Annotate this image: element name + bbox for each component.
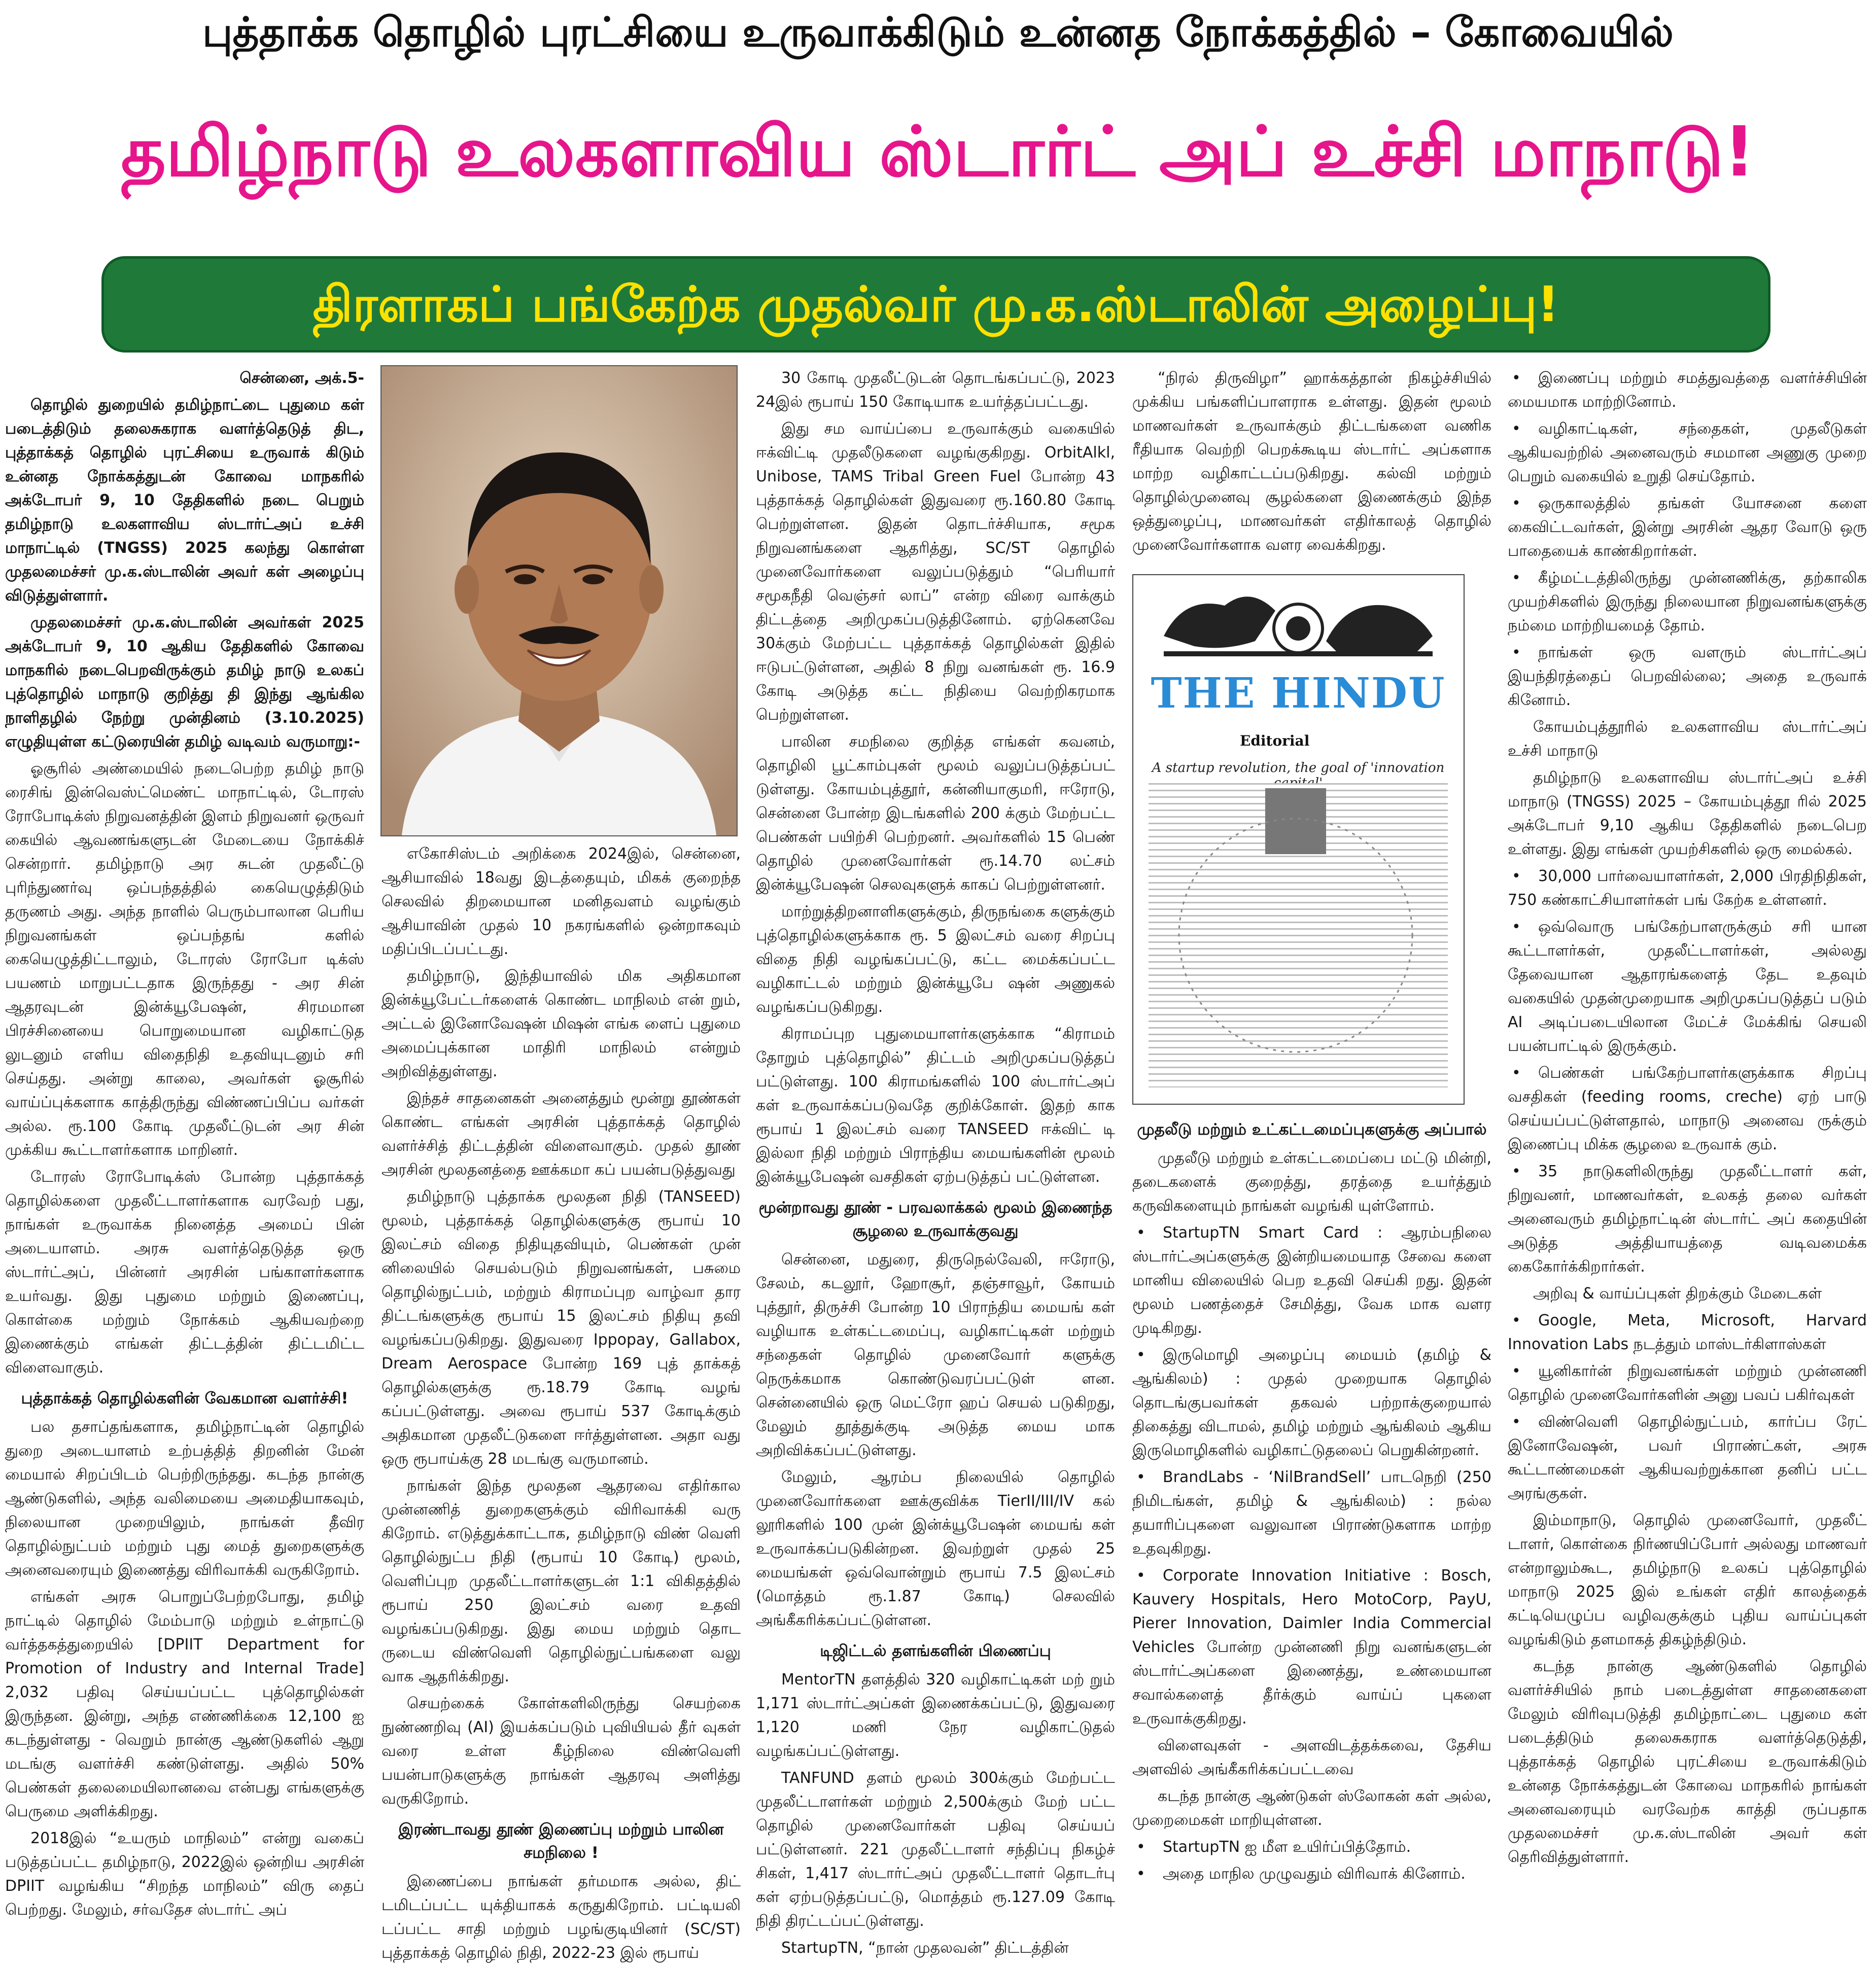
column-5 <box>1508 366 1867 1964</box>
paragraph: தமிழ்நாடு உலகளாவிய ஸ்டார்ட்அப் உச்சி மாநாடு (TNGSS) 2025 – கோயம்புத்தூ ரில் 2025 அக்டோபர் 9,10 ஆகிய தேதிகளில் நடைபெற உள்ளது. இது எங்கள் முயற்சிகளில் ஒரு மைல்கல். <box>1508 769 1867 858</box>
list-item: • BrandLabs - ‘NilBrandSell’ பாடநெறி (250 நிமிடங்கள், தமிழ் & ஆங்கிலம்) : நல்ல தயாரிப்புகளை வலுவான பிராண்டுகளாக மாற்ற உதவுகிறது. <box>1132 1465 1491 1561</box>
list-item: • Corporate Innovation Initiative : Bosch, Kauvery Hospitals, Hero MotoCorp, PayU, Pierer Innovation, Daimler India Commercial Vehicles போன்ற முன்னணி நிறு வனங்களுடன் ஸ்டார்ட்அப்களை இணைத்து, உண்மையான சவால்களைத் தீர்க்கும் வாய்ப் புகளை உருவாக்குகிறது. <box>1132 1564 1491 1731</box>
paragraph: StartupTN, “நான் முதலவன்” திட்டத்தின் <box>781 1939 1069 1957</box>
bullet-list <box>1508 366 1867 712</box>
paragraph: மாற்றுத்திறனாளிகளுக்கும், திருநங்கை களுக்கும் புத்தொழில்களுக்காக ரூ. 5 இலட்சம் வரை சிறப்பு விதை நிதி வழங்கப்பட்டு, கட்ட மைக்கப்பட்ட வழிகாட்டல் மற்றும் இன்க்யூபே ஷன் அணுகல் வழங்கப்படுகிறது. <box>756 903 1115 1016</box>
section-heading: புத்தாக்கத் தொழில்களின் வேகமான வளர்ச்சி! <box>21 1389 349 1408</box>
paragraph: ஓசூரில் அண்மையில் நடைபெற்ற தமிழ் நாடு ரைசிங் இன்வெஸ்ட்மெண்ட் மாநாட்டில், டோரஸ் ரோபோடிக்ஸ் நிறுவனத்தின் இளம் நிறுவனர் ஒருவர் கையில் ஆவணங்களுடன் மேடையை நோக்கிச் சென்றார். தமிழ்நாடு அர சுடன் முதலீட்டு புரிந்துணர்வு ஒப்பந்தத்தில் கையெழுத்திடும் தருணம் அது. அந்த நாளில் பெரும்பாலான பெரிய நிறுவனங்கள் ஒப்பந்தங் களில் கையெழுத்திட்டாலும், டோரஸ் ரோபோ டிக்ஸ் பயணம் மாறுபட்டதாக இருந்தது - அர சின் ஆதரவுடன் இன்க்யூபேஷன், சிரமமான பிரச்சினையை பொறுமையான வழிகாட்டுத லுடனும் எளிய விதைநிதி உதவியுடனும் சரி செய்தது. அன்று காலை, அவர்கள் ஓசூரில் வாய்ப்புக்களாக காத்திருந்து விண்ணப்பிப்ப வர்கள் அல்ல. ரூ.100 கோடி முதலீட்டுடன் அர சின் முக்கிய கூட்டாளர்களாக மாறினர். <box>5 760 364 1159</box>
paragraph: இணைப்பை நாங்கள் தர்மமாக அல்ல, திட் டமிடப்பட்ட யுக்தியாகக் கருதுகிறோம். பட்டியலி டப்பட்ட சாதி மற்றும் பழங்குடியினர் (SC/ST) புத்தாக்கத் தொழில் நிதி, 2022-23 இல் ரூபாய் <box>381 1873 741 1962</box>
column-3 <box>756 366 1115 1964</box>
paragraph: இந்தச் சாதனைகள் அனைத்தும் மூன்று தூண்கள் கொண்ட எங்கள் அரசின் புத்தாக்கத் தொழில் வளர்ச்சித் திட்டத்தின் விளைவாகும். முதல் தூண் அரசின் மூலதனத்தை ஊக்கமா கப் பயன்படுத்துவது <box>381 1089 741 1179</box>
list-item: • StartupTN ஐ மீள உயிர்ப்பித்தோம். <box>1132 1835 1491 1859</box>
paragraph: கடந்த நான்கு ஆண்டுகள் ஸ்லோகன் கள் அல்ல, முறைமைகள் மாறியுள்ளன. <box>1132 1787 1491 1829</box>
paragraph: கோயம்புத்தூரில் உலகளாவிய ஸ்டார்ட்அப் உச்சி மாநாடு <box>1508 718 1867 760</box>
paragraph: 30 கோடி முதலீட்டுடன் தொடங்கப்பட்டு, 2023 24இல் ரூபாய் 150 கோடியாக உயர்த்தப்பட்டது. <box>756 369 1115 411</box>
column-4-top <box>1132 366 1491 569</box>
hindu-author-photo <box>1149 783 1448 1087</box>
intro-paragraph: முதலமைச்சர் மு.க.ஸ்டாலின் அவர்கள் 2025 அக்டோபர் 9, 10 ஆகிய தேதிகளில் கோவை மாநகரில் நடைபெறவிருக்கும் தமிழ் நாடு உலகப் புத்தொழில் மாநாடு குறித்து தி இந்து ஆங்கில நாளிதழில் நேற்று முன்தினம் (3.10.2025) எழுதியுள்ள கட்டுரையின் தமிழ் வடிவம் வருமாறு:- <box>5 614 364 751</box>
list-item: • ஒவ்வொரு பங்கேற்பாளருக்கும் சரி யான கூட்டாளர்கள், முதலீட்டாளர்கள், அல்லது தேவையான ஆதாரங்களைத் தேட உதவும் வகையில் முதன்முறையாக அறிமுகப்படுத்தப் படும் AI அடிப்படையிலான மேட்ச் மேக்கிங் செயலி பயன்பாட்டில் இருக்கும். <box>1508 915 1867 1058</box>
paragraph: டோரஸ் ரோபோடிக்ஸ் போன்ற புத்தாக்கத் தொழில்களை முதலீட்டாளர்களாக வரவேற் பது, நாங்கள் உருவாக்க நினைத்த அமைப் பின் அடையாளம். அரசு வளர்த்தெடுத்த ஒரு ஸ்டார்ட்அப், பின்னர் அரசின் பங்காளர்களாக உயர்வது. இது புதுமை மற்றும் இணைப்பு, கொள்கை மற்றும் நோக்கம் ஆகியவற்றை இணைக்கும் எங்கள் திட்டத்தின் திட்டமிட்ட விளைவாகும். <box>5 1168 364 1377</box>
paragraph: தமிழ்நாடு புத்தாக்க மூலதன நிதி (TANSEED) மூலம், புத்தாக்கத் தொழில்களுக்கு ரூபாய் 10 இலட்சம் விதை நிதியுதவியும், பெண்கள் முன் னிலையில் செயல்படும் நிறுவனங்கள், பசுமை தொழில்நுட்பம், மற்றும் கிராமப்புற வாழ்வா தார திட்டங்களுக்கு ரூபாய் 15 இலட்சம் நிதியு தவி வழங்கப்படுகிறது. இதுவரை Ippopay, Gallabox, Dream Aerospace போன்ற 169 புத் தாக்கத் தொழில்களுக்கு ரூ.18.79 கோடி வழங் கப்பட்டுள்ளது. அவை ரூபாய் 537 கோடிக்கும் அதிகமான முதலீட்டுகளை ஈர்த்துள்ளன. அதா வது ஒரு ரூபாய்க்கு 28 மடங்கு வருமானம். <box>381 1188 741 1468</box>
column-4-bottom <box>1132 1111 1491 1964</box>
portrait-illustration <box>381 366 737 835</box>
column-1 <box>5 366 364 1964</box>
section-heading: முதலீடு மற்றும் உட்கட்டமைப்புகளுக்கு அப்பால் <box>1137 1120 1487 1139</box>
paragraph: இது சம வாய்ப்பை உருவாக்கும் வகையில் ஈக்விட்டி முதலீடுகளை வழங்குகிறது. OrbitAlkl, Unibose, TAMS Tribal Green Fuel போன்ற 43 புத்தாக்கத் தொழில்கள் இதுவரை ரூ.160.80 கோடி பெற்றுள்ளன. இதன் தொடர்ச்சியாக, சமூக நிறுவனங்களை ஆதரித்து, SC/ST தொழில் முனைவோர்களை வலுப்படுத்தும் “பெரியார் சமூகநீதி வெஞ்சர் லாப்” என்ற விரை வாக்கும் திட்டத்தை அறிமுகப்படுத்தினோம். ஏற்கெனவே 30க்கும் மேற்பட்ட புத்தாக்கத் தொழில்கள் இதில் ஈடுபட்டுள்ளன, அதில் 8 நிறு வனங்கள் ரூ. 16.9 கோடி அடுத்த கட்ட நிதியை வெற்றிகரமாக பெற்றுள்ளன. <box>756 420 1115 724</box>
subheadline-banner: திரளாகப் பங்கேற்க முதல்வர் மு.க.ஸ்டாலின் அழைப்பு! <box>101 256 1770 353</box>
paragraph: முதலீடு மற்றும் உள்கட்டமைப்பை மட்டு மின்றி, தடைகளைக் குறைத்து, தரத்தை உயர்த்தும் கருவிகளையும் நாங்கள் வழங்கி யுள்ளோம். <box>1132 1149 1491 1215</box>
list-item: • நாங்கள் ஒரு வளரும் ஸ்டார்ட்அப் இயந்திரத்தைப் பெறவில்லை; அதை உருவாக் கினோம். <box>1508 641 1867 712</box>
paragraph: எங்கள் அரசு பொறுப்பேற்றபோது, தமிழ் நாட்டில் தொழில் மேம்பாடு மற்றும் உள்நாட்டு வர்த்தகத்துறையில் [DPIIT Department for Promotion of Industry and Internal Trade] 2,032 பதிவு செய்யப்பட்ட புத்தொழில்கள் இருந்தன. இன்று, அந்த எண்ணிக்கை 12,100 ஐ கடந்துள்ளது - வெறும் நான்கு ஆண்டுகளில் ஆறு மடங்கு வளர்ச்சி கண்டுள்ளது. அதில் 50% பெண்கள் தலைமையிலானவை என்பது எங்களுக்கு பெருமை அளிக்கிறது. <box>5 1588 364 1820</box>
main-headline: தமிழ்நாடு உலகளாவிய ஸ்டார்ட் அப் உச்சி மாநாடு! <box>121 112 1755 192</box>
list-item: • 30,000 பார்வையாளர்கள், 2,000 பிரதிநிதிகள், 750 கண்காட்சியாளர்கள் பங் கேற்க உள்ளனர். <box>1508 864 1867 912</box>
lead-paragraph: தொழில் துறையில் தமிழ்நாட்டை புதுமை கள் படைத்திடும் தலைசுகராக வளர்த்தெடுத் திட, புத்தாக்கத் தொழில் புரட்சியை உருவாக் கிடும் உன்னத நோக்கத்துடன் கோவை மாநகரில் அக்டோபர் 9, 10 தேதிகளில் நடை பெறும் தமிழ்நாடு உலகளாவிய ஸ்டார்ட்அப் உச்சி மாநாட்டில் (TNGSS) 2025 கலந்து கொள்ள முதலமைச்சர் மு.க.ஸ்டாலின் அவர் கள் அழைப்பு விடுத்துள்ளார். <box>5 396 364 605</box>
list-item: • ஒருகாலத்தில் தங்கள் யோசனை களை கைவிட்டவர்கள், இன்று அரசின் ஆதர வோடு ஒரு பாதையைக் காண்கிறார்கள். <box>1508 491 1867 563</box>
list-item: • யூனிகார்ன் நிறுவனங்கள் மற்றும் முன்னணி தொழில் முனைவோர்களின் அனு பவப் பகிர்வுகள் <box>1508 1359 1867 1407</box>
paragraph: “நிரல் திருவிழா” ஹாக்கத்தான் நிகழ்ச்சியில் முக்கிய பங்களிப்பாளராக உள்ளது. இதன் மூலம் மாணவர்கள் உருவாக்கும் திட்டங்களை வணிக ரீதியாக வெற்றி பெறக்கூடிய ஸ்டார்ட் அப்களாக மாற்ற வழிகாட்டப்படுகிறது. கல்வி மற்றும் தொழில்முனைவு சூழல்களை இணைக்கும் இந்த ஒத்துழைப்பு, மாணவர்கள் எதிர்காலத் தொழில் முனைவோர்களாக வளர வைக்கிறது. <box>1132 369 1491 554</box>
list-item: • வழிகாட்டிகள், சந்தைகள், முதலீடுகள் ஆகியவற்றில் அனைவரும் சமமான அணுகு முறை பெறும் வகையில் உறுதி செய்தோம். <box>1508 417 1867 488</box>
paragraph: செயற்கைக் கோள்களிலிருந்து செயற்கை நுண்ணறிவு (AI) இயக்கப்படும் புவியியல் தீர் வுகள் வரை உள்ள கீழ்நிலை விண்வெளி பயன்பாடுகளுக்கு நாங்கள் ஆதரவு அளித்து வருகிறோம். <box>381 1695 741 1808</box>
hindu-section-label: Editorial <box>1240 732 1310 749</box>
paragraph: மேலும், ஆரம்ப நிலையில் தொழில் முனைவோர்களை ஊக்குவிக்க TierII/III/IV கல் லூரிகளில் 100 முன் இன்க்யூபேஷன் மையங் கள் உருவாக்கப்படுகின்றன. இவற்றுள் முதல் 25 மையங்கள் ஒவ்வொன்றும் ரூபாய் 7.5 இலட்சம் (மொத்தம் ரூ.1.87 கோடி) செலவில் அங்கீகரிக்கப்பட்டுள்ளன. <box>756 1468 1115 1629</box>
paragraph: பாலின சமநிலை குறித்த எங்கள் கவனம், தொழிலி பூட்காம்புகள் மூலம் வலுப்படுத்தப்பட் டுள்ளது. கோயம்புத்தூர், கன்னியாகுமரி, ஈரோடு, சென்னை போன்ற இடங்களில் 200 க்கும் மேற்பட்ட பெண்கள் பயிற்சி பெற்றனர். அவர்களில் 15 பெண் தொழில் முனைவோர்கள் ரூ.14.70 லட்சம் இன்க்யூபேஷன் செலவுகளுக் காகப் பெற்றுள்ளனர். <box>756 733 1115 894</box>
chief-minister-photo <box>380 365 738 836</box>
paragraph: MentorTN தளத்தில் 320 வழிகாட்டிகள் மற் றும் 1,171 ஸ்டார்ட்அப்கள் இணைக்கப்பட்டு, இதுவரை 1,120 மணி நேர வழிகாட்டுதல் வழங்கப்பட்டுள்ளது. <box>756 1671 1115 1760</box>
paragraph: எகோசிஸ்டம் அறிக்கை 2024இல், சென்னை, ஆசியாவில் 18வது இடத்தையும், மிகக் குறைந்த செலவில் திறமையான மனிதவளம் வழங்கும் ஆசியாவின் முதல் 10 நகரங்களில் ஒன்றாகவும் மதிப்பிடப்பட்டது. <box>381 845 741 958</box>
kicker-headline: புத்தாக்க தொழில் புரட்சியை உருவாக்கிடும் உன்னத நோக்கத்தில் – கோவையில் <box>202 9 1674 56</box>
hindu-article-body <box>1149 783 1448 1087</box>
section-heading: இரண்டாவது தூண் இணைப்பு மற்றும் பாலின சமநிலை ! <box>398 1820 724 1862</box>
list-item: • விண்வெளி தொழில்நுட்பம், கார்ப்ப ரேட் இனோவேஷன், பவர் பிராண்ட்கள், அரசு கூட்டாண்மைகள் ஆகியவற்றுக்கான தனிப் பட்ட அரங்குகள். <box>1508 1410 1867 1505</box>
paragraph: சென்னை, மதுரை, திருநெல்வேலி, ஈரோடு, சேலம், கடலூர், ஹோசூர், தஞ்சாவூர், கோயம் புத்தூர், திருச்சி போன்ற 10 பிராந்திய மையங் கள் வழியாக உள்கட்டமைப்பு, வழிகாட்டிகள் மற்றும் சந்தைகள் தொழில் முனைவோர் களுக்கு நெருக்கமாக கொண்டுவரப்பட்டுள் ளன. சென்னையில் ஒரு மெட்ரோ ஹப் செயல் படுகிறது, மேலும் தூத்துக்குடி அடுத்த மைய மாக அறிவிக்கப்பட்டுள்ளது. <box>756 1251 1115 1459</box>
paragraph: அறிவு & வாய்ப்புகள் திறக்கும் மேடைகள் <box>1533 1285 1822 1303</box>
list-item: • StartupTN Smart Card : ஆரம்பநிலை ஸ்டார்ட்அப்களுக்கு இன்றியமையாத சேவை களை மானிய விலையில் பெற உதவி செய்கி றது. இதன் மூலம் பணத்தைச் சேமித்து, வேக மாக வளர முடிகிறது. <box>1132 1221 1491 1340</box>
section-heading: டிஜிட்டல் தளங்களின் பிணைப்பு <box>820 1642 1051 1660</box>
dateline: சென்னை, அக்.5- <box>239 369 364 387</box>
list-item: • கீழ்மட்டத்திலிருந்து முன்னணிக்கு, தற்காலிக முயற்சிகளில் இருந்து நிலையான நிறுவனங்களுக்கு நம்மை மாற்றியமைத் தோம். <box>1508 566 1867 638</box>
paragraph: தமிழ்நாடு, இந்தியாவில் மிக அதிகமான இன்க்யூபேட்டர்களைக் கொண்ட மாநிலம் என் றும், அட்டல் இனோவேஷன் மிஷன் எங்க ளைப் புதுமை அமைப்புக்கான மாதிரி மாநிலம் என்றும் அறிவித்துள்ளது. <box>381 967 741 1080</box>
paragraph: கிராமப்புற புதுமையாளர்களுக்காக “கிராமம் தோறும் புத்தொழில்” திட்டம் அறிமுகப்படுத்தப் பட்டுள்ளது. 100 கிராமங்களில் 100 ஸ்டார்ட்அப் கள் உருவாக்கப்படுவதே குறிக்கோள். இதற் காக ரூபாய் 1 இலட்சம் வரை TANSEED ஈக்விட் டி இல்லா நிதி மற்றும் பிராந்திய மையங்களின் மூலம் இன்க்யூபேஷன் வசதிகள் ஏற்படுத்தப் பட்டுள்ளன. <box>756 1025 1115 1186</box>
list-item: • இணைப்பு மற்றும் சமத்துவத்தை வளர்ச்சியின் மையமாக மாற்றினோம். <box>1508 366 1867 414</box>
list-item: • பெண்கள் பங்கேற்பாளர்களுக்காக சிறப்பு வசதிகள் (feeding rooms, creche) ஏற் பாடு செய்யப்பட்டுள்ளதால், மாநாடு அனைவ ருக்கும் இணைப்பு மிக்க சூழலை உருவாக் கும். <box>1508 1061 1867 1156</box>
hindu-logo: THE HINDU <box>1151 669 1446 718</box>
paragraph: இம்மாநாடு, தொழில் முனைவோர், முதலீட் டாளர், கொள்கை நிர்ணயிப்போர் அல்லது மாணவர் என்றாலும்கூட, தமிழ்நாடு உலகப் புத்தொழில் மாநாடு 2025 இல் உங்கள் எதிர் காலத்தைக் கட்டியெழுப்ப வழிவகுக்கும் புதிய வாய்ப்புகள் வழங்கிடும் தளமாகத் திகழ்ந்திடும். <box>1508 1511 1867 1648</box>
hindu-emblem-icon <box>1133 575 1464 672</box>
list-item: • அதை மாநில முழுவதும் விரிவாக் கினோம். <box>1132 1862 1491 1886</box>
bullet-list <box>1132 1221 1491 1731</box>
paragraph: நாங்கள் இந்த மூலதன ஆதரவை எதிர்கால முன்னணித் துறைகளுக்கும் விரிவாக்கி வரு கிறோம். எடுத்துக்காட்டாக, தமிழ்நாடு விண் வெளி தொழில்நுட்ப நிதி (ரூபாய் 10 கோடி) மூலம், வெளிப்புற முதலீட்டாளர்களுடன் 1:1 விகிதத்தில் ரூபாய் 250 இலட்சம் வரை உதவி வழங்கப்படுகிறது. இது மைய மற்றும் தொட ருடைய விண்வெளி தொழில்நுட்பங்களை வலு வாக ஆதரிக்கிறது. <box>381 1477 741 1685</box>
paragraph: 2018இல் “உயரும் மாநிலம்” என்று வகைப் படுத்தப்பட்ட தமிழ்நாடு, 2022இல் ஒன்றிய அரசின் DPIIT வழங்கிய “சிறந்த மாநிலம்” விரு தைப் பெற்றது. மேலும், சர்வதேச ஸ்டார்ட் அப் <box>5 1830 364 1919</box>
paragraph: TANFUND தளம் மூலம் 300க்கும் மேற்பட்ட முதலீட்டாளர்கள் மற்றும் 2,500க்கும் மேற் பட்ட தொழில் முனைவோர்கள் பதிவு செய்யப் பட்டுள்ளனர். 221 முதலீட்டாளர் சந்திப்பு நிகழ்ச் சிகள், 1,417 ஸ்டார்ட்அப் முதலீட்டாளர் தொடர்பு கள் ஏற்படுத்தப்பட்டு, மொத்தம் ரூ.127.09 கோடி நிதி திரட்டப்பட்டுள்ளது. <box>756 1769 1115 1930</box>
the-hindu-clipping <box>1132 574 1465 1105</box>
paragraph: பல தசாப்தங்களாக, தமிழ்நாட்டின் தொழில் துறை அடையாளம் உற்பத்தித் திறனின் மேன் மையால் சிறப்பிடம் பெற்றிருந்தது. கடந்த நான்கு ஆண்டுகளில், அந்த வலிமையை அமைதியாகவும், நிலையான முறையிலும், நாங்கள் தீவிர தொழில்நுட்பம் மற்றும் புது மைத் துறைகளுக்கு அனைவரையும் இணைத்து விரிவாக்கி வருகிறோம். <box>5 1418 364 1579</box>
bullet-list <box>1508 1309 1867 1505</box>
bullet-list <box>1508 864 1867 1279</box>
list-item: • இருமொழி அழைப்பு மையம் (தமிழ் & ஆங்கிலம்) : முதல் முறையாக தொழில் தொடங்குபவர்கள் தகவல் பற்றாக்குறையால் திகைத்து விடாமல், தமிழ் மற்றும் ஆங்கிலம் ஆகிய இருமொழிகளில் வழிகாட்டுதலைப் பெறுகின்றனர். <box>1132 1343 1491 1462</box>
list-item: • 35 நாடுகளிலிருந்து முதலீட்டாளர் கள், நிறுவனர், மாணவர்கள், உலகத் தலை வர்கள் அனைவரும் தமிழ்நாட்டின் ஸ்டார்ட் அப் கதையின் அடுத்த அத்தியாயத்தை வடிவமைக்க கைகோர்க்கிறார்கள். <box>1508 1159 1867 1279</box>
paragraph: கடந்த நான்கு ஆண்டுகளில் தொழில் வளர்ச்சியில் நாம் படைத்துள்ள சாதனைகளை மேலும் விரிவுபடுத்தி தமிழ்நாட்டை புதுமை கள் படைத்திடும் தலைசுகராக வளர்த்தெடுத்தி, புத்தாக்கத் தொழில் புரட்சியை உருவாக்கிடும் உன்னத நோக்கத்துடன் கோவை மாநகரில் நாங்கள் அனைவரையும் வரவேற்க காத்தி ருப்பதாக முதலமைச்சர் மு.க.ஸ்டாலின் அவர் கள் தெரிவித்துள்ளார். <box>1508 1658 1867 1866</box>
hindu-editorial-headline: A startup revolution, the goal of 'innovation <box>1152 760 1445 776</box>
section-heading: மூன்றாவது தூண் - பரவலாக்கல் மூலம் இணைந்த சூழலை உருவாக்குவது <box>758 1199 1113 1240</box>
bullet-list <box>1132 1835 1491 1886</box>
list-item: • Google, Meta, Microsoft, Harvard Innovation Labs நடத்தும் மாஸ்டர்கிளாஸ்கள் <box>1508 1309 1867 1356</box>
column-2 <box>381 842 741 1964</box>
paragraph: விளைவுகள் - அளவிடத்தக்கவை, தேசிய அளவில் அங்கீகரிக்கப்பட்டவை <box>1132 1737 1491 1778</box>
